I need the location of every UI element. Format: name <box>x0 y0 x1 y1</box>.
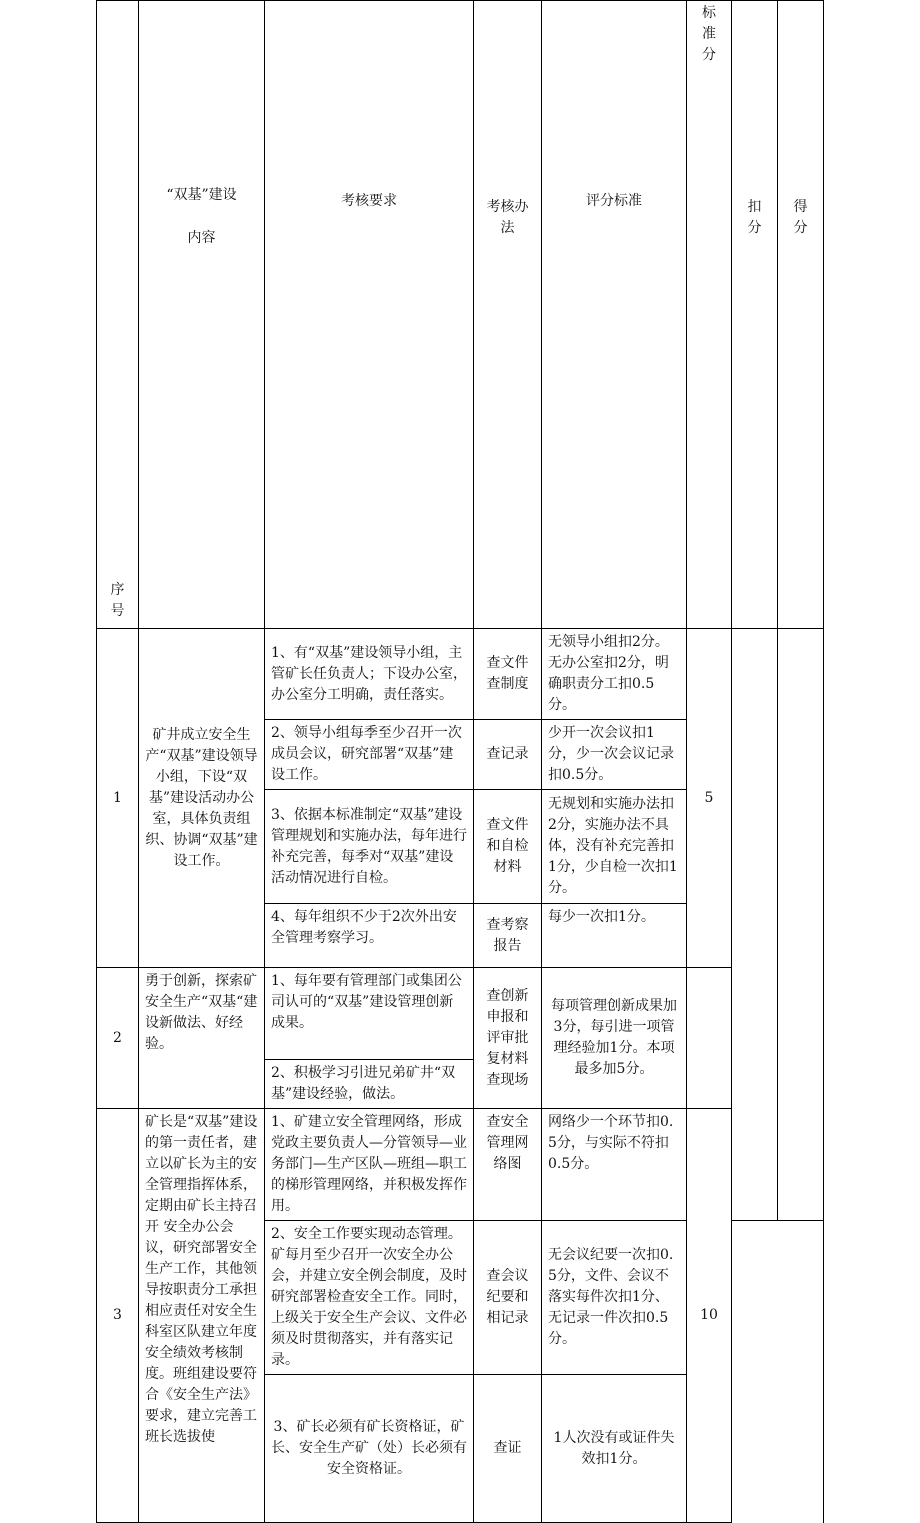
table-row <box>97 968 824 1060</box>
table-row <box>97 629 824 720</box>
assessment-table <box>96 0 824 1523</box>
requirement-cell: 1、矿建立安全管理网络，形成党政主要负责人—分管领导—业务部门—生产区队—班组—职工的梯形管理网络，并积极发挥作用。 <box>265 1109 474 1221</box>
requirement-cell: 1、每年要有管理部门或集团公司认可的“双基”建设管理创新成果。 <box>265 968 474 1060</box>
header-row <box>97 1 824 629</box>
method-cell: 查创新申报和评审批复材料查现场 <box>474 968 542 1109</box>
criteria-cell: 1人次没有或证件失效扣1分。 <box>542 1375 687 1523</box>
criteria-cell: 网络少一个环节扣0.5分，与实际不符扣0.5分。 <box>542 1109 687 1221</box>
method-cell: 查会议纪要和相记录 <box>474 1221 542 1375</box>
std-score-cell: 10 <box>687 1109 732 1523</box>
requirement-cell: 4、每年组织不少于2次外出安全管理考察学习。 <box>265 904 474 968</box>
std-score-cell: 5 <box>687 629 732 968</box>
requirement-cell: 1、有“双基”建设领导小组，主管矿长任负责人；下设办公室，办公室分工明确，责任落实。 <box>265 629 474 720</box>
header-score: 得分 <box>778 1 824 629</box>
method-cell: 查记录 <box>474 720 542 790</box>
header-deduct: 扣分 <box>732 1 778 629</box>
method-cell: 查文件和自检材料 <box>474 790 542 904</box>
criteria-cell: 少开一次会议扣1分，少一次会议记录扣0.5分。 <box>542 720 687 790</box>
requirement-cell: 2、领导小组每季至少召开一次成员会议，研究部署“双基”建设工作。 <box>265 720 474 790</box>
row-seq: 3 <box>97 1109 139 1523</box>
row-seq: 1 <box>97 629 139 968</box>
criteria-cell: 每少一次扣1分。 <box>542 904 687 968</box>
method-cell: 查文件查制度 <box>474 629 542 720</box>
requirement-cell: 3、矿长必须有矿长资格证，矿长、安全生产矿（处）长必须有安全资格证。 <box>265 1375 474 1523</box>
row-content: 矿长是“双基”建设的第一责任者，建立以矿长为主的安全管理指挥体系，定期由矿长主持召开 安全办公会议，研究部署安全生产工作，其他领导按职责分工承担相应责任对安全生科室区队建立年度安全绩效考核制度。班组建设要符合《安全生产法》要求，建立完善工班长选拔使 <box>139 1109 265 1523</box>
requirement-cell: 2、积极学习引进兄弟矿井“双基”建设经验，做法。 <box>265 1060 474 1109</box>
criteria-cell: 无会议纪要一次扣0.5分，文件、会议不落实每件次扣1分、无记录一件次扣0.5分。 <box>542 1221 687 1375</box>
table-row <box>97 1109 824 1221</box>
row-content: 勇于创新，探索矿安全生产“双基“建设新做法、好经验。 <box>139 968 265 1109</box>
requirement-cell: 3、依据本标准制定“双基”建设管理规划和实施办法，每年进行补充完善，每季对“双基”建设活动情况进行自检。 <box>265 790 474 904</box>
header-std-score: 标准分 <box>687 1 732 629</box>
header-method: 考核办法 <box>474 1 542 629</box>
method-cell: 查证 <box>474 1375 542 1523</box>
criteria-cell: 无领导小组扣2分。无办公室扣2分，明确职责分工扣0.5分。 <box>542 629 687 720</box>
header-content: “双基”建设 内容 <box>139 1 265 629</box>
method-cell: 查安全管理网络图 <box>474 1109 542 1221</box>
score-cell <box>778 629 824 1221</box>
header-seq: 序号 <box>97 1 139 629</box>
criteria-cell: 无规划和实施办法扣2分，实施办法不具体，没有补充完善扣1分，少自检一次扣1分。 <box>542 790 687 904</box>
header-criteria: 评分标准 <box>542 1 687 629</box>
method-cell: 查考察报告 <box>474 904 542 968</box>
std-score-cell <box>687 968 732 1109</box>
header-requirement: 考核要求 <box>265 1 474 629</box>
requirement-cell: 2、安全工作要实现动态管理。矿每月至少召开一次安全办公会，并建立安全例会制度，及时研究部署检查安全工作。同时，上级关于安全生产会议、文件必须及时贯彻落实，并有落实记录。 <box>265 1221 474 1375</box>
deduct-cell <box>732 629 778 1221</box>
criteria-cell: 每项管理创新成果加3分，每引进一项管理经验加1分。本项最多加5分。 <box>542 968 687 1109</box>
row-content: 矿井成立安全生产“双基”建设领导小组，下设“双基”建设活动办公室，具体负责组织、协调“双基”建设工作。 <box>139 629 265 968</box>
row-seq: 2 <box>97 968 139 1109</box>
